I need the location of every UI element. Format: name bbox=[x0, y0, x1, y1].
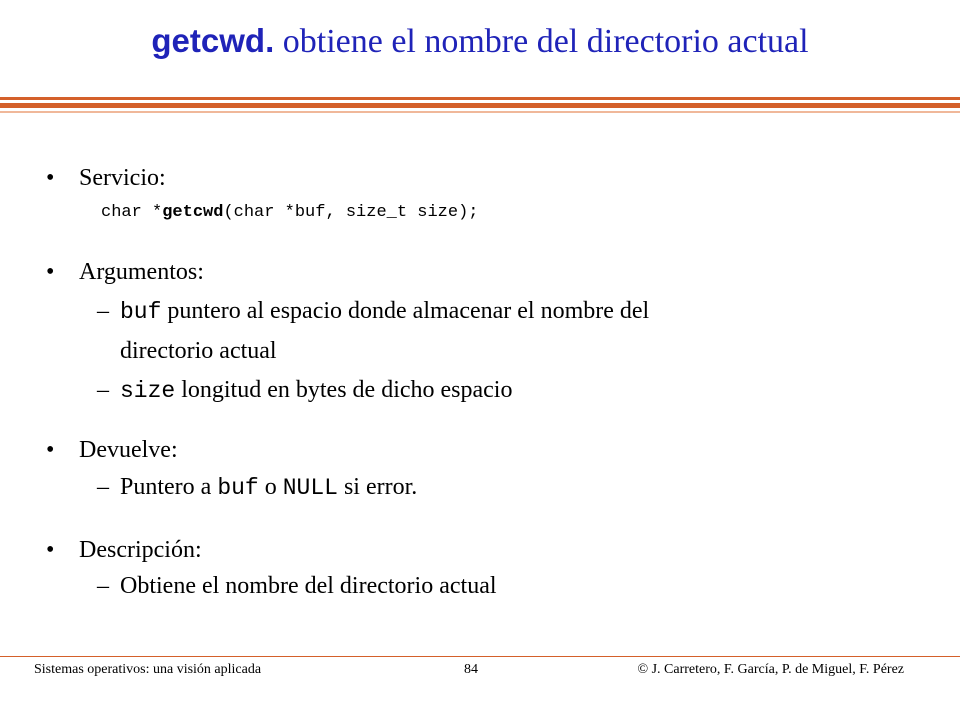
footer-page-number: 84 bbox=[464, 662, 478, 677]
bullet-argumentos: • bbox=[46, 259, 55, 285]
code-signature bbox=[101, 203, 478, 222]
devuelve-code-null: NULL bbox=[282, 475, 338, 501]
bullet-descripcion: • bbox=[46, 537, 55, 563]
bullet-servicio: • bbox=[46, 165, 55, 191]
arg-size-line bbox=[120, 376, 512, 405]
arg-buf-code: buf bbox=[120, 299, 162, 325]
devuelve-line bbox=[120, 473, 417, 502]
devuelve-text-a: Puntero a bbox=[120, 474, 218, 500]
devuelve-text-c: si error. bbox=[337, 474, 418, 500]
dash-descripcion: – bbox=[97, 573, 109, 599]
devuelve-code-buf: buf bbox=[217, 475, 259, 501]
label-descripcion: Descripción: bbox=[79, 537, 202, 563]
arg-buf-line2: directorio actual bbox=[120, 338, 277, 364]
label-devuelve: Devuelve: bbox=[79, 437, 178, 463]
code-function: getcwd bbox=[162, 203, 224, 222]
footer-book-title: Sistemas operativos: una visión aplicada bbox=[34, 662, 262, 677]
label-argumentos: Argumentos: bbox=[79, 259, 204, 285]
arg-buf-line1 bbox=[120, 297, 649, 326]
dash-devuelve: – bbox=[97, 474, 109, 500]
title-function-name: getcwd. bbox=[151, 22, 275, 59]
dash-arg-size: – bbox=[97, 377, 109, 403]
arg-size-code: size bbox=[120, 378, 176, 404]
title-description: obtiene el nombre del directorio actual bbox=[274, 23, 809, 60]
footer-copyright: © J. Carretero, F. García, P. de Miguel, F. Pérez bbox=[637, 662, 904, 677]
label-servicio: Servicio: bbox=[79, 165, 166, 191]
arg-size-text: longitud en bytes de dicho espacio bbox=[175, 377, 513, 403]
devuelve-text-b: o bbox=[258, 474, 283, 500]
dash-arg-buf: – bbox=[97, 298, 109, 324]
footer-rule bbox=[0, 656, 960, 657]
code-suffix: (char *buf, size_t size); bbox=[223, 203, 479, 222]
bullet-devuelve: • bbox=[46, 437, 55, 463]
code-prefix: char * bbox=[101, 203, 163, 222]
descripcion-text: Obtiene el nombre del directorio actual bbox=[120, 573, 497, 599]
arg-buf-text: puntero al espacio donde almacenar el nombre del bbox=[161, 298, 650, 324]
